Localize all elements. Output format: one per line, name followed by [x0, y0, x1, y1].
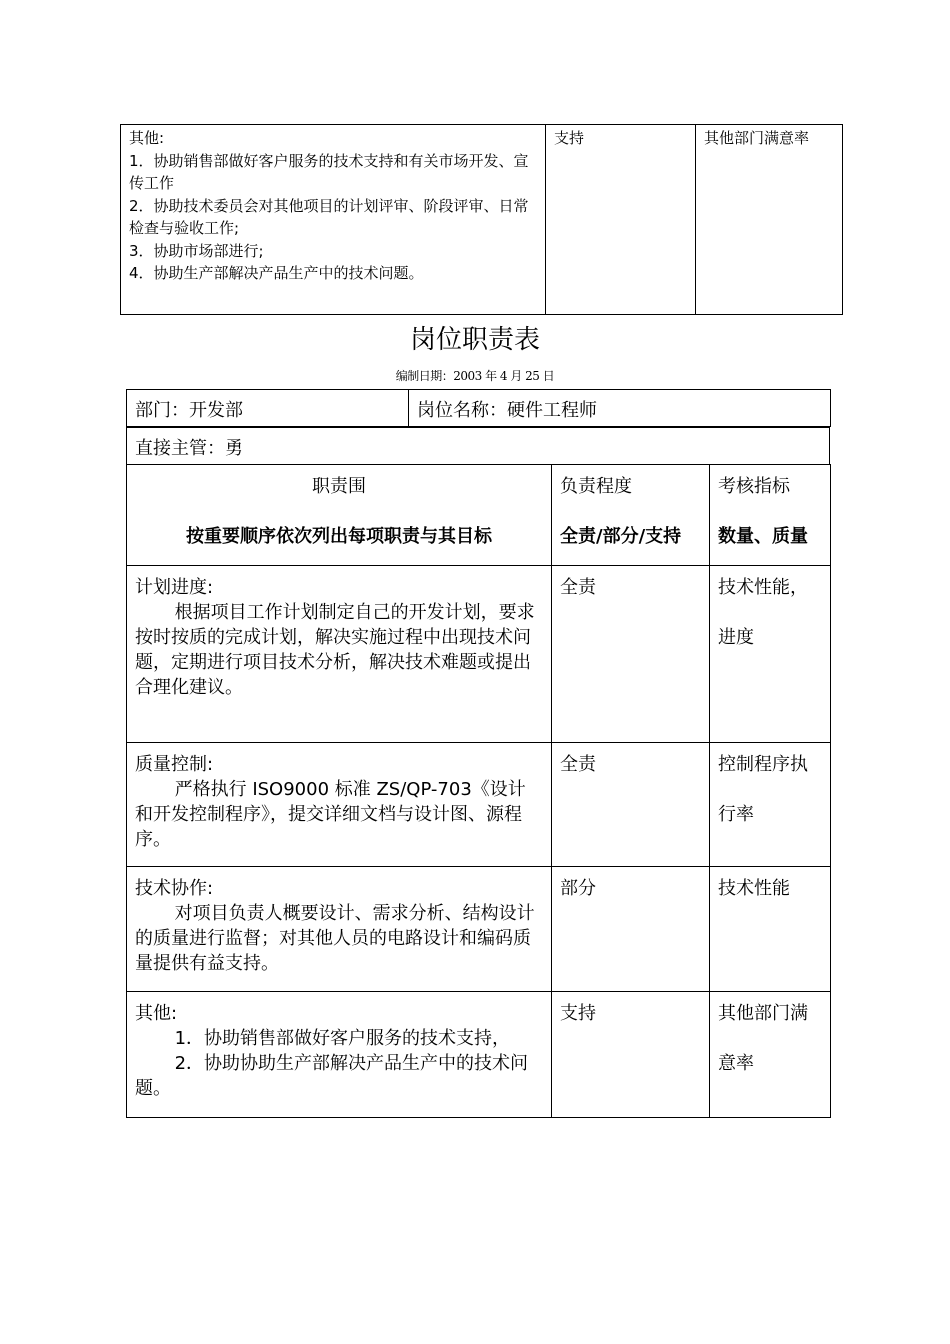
table-row [127, 992, 831, 1118]
metric-cell: 其他部门满意率 [696, 125, 843, 315]
department-cell: 部门：开发部 [127, 390, 409, 427]
header-col-metric [710, 465, 831, 566]
degree-cell: 全责 [552, 743, 710, 867]
duty-item: 3．协助市场部进行; [129, 241, 264, 260]
table-row [127, 566, 831, 743]
page-title: 岗位职责表 [409, 325, 540, 355]
header-degree-sub: 全责/部分/支持 [560, 526, 682, 547]
previous-duty-table [120, 124, 843, 315]
table-row [127, 743, 831, 867]
duty-body: 对项目负责人概要设计、需求分析、结构设计的质量进行监督；对其他人员的电路设计和编码质量提供有益支持。 [135, 903, 535, 974]
header-metric-sub: 数量、质量 [718, 526, 808, 547]
metric-text: 其他部门满意率 [718, 1003, 808, 1074]
table-row [127, 428, 830, 465]
header-metric-label: 考核指标 [718, 476, 790, 497]
header-degree-label: 负责程度 [560, 476, 632, 497]
duty-heading: 质量控制: [135, 754, 214, 775]
table-header-row [127, 465, 831, 566]
position-cell: 岗位名称：硬件工程师 [409, 390, 831, 427]
duty-heading: 技术协作: [135, 878, 214, 899]
metric-text: 控制程序执行率 [718, 754, 808, 825]
duty-heading: 其他: [129, 129, 165, 147]
date-line: 编制日期：2003 年 4 月 25 日 [395, 369, 555, 383]
duty-item: 4．协助生产部解决产品生产中的技术问题。 [129, 264, 424, 282]
degree-cell: 全责 [552, 566, 710, 743]
table-row [121, 125, 843, 315]
metric-cell: 技术性能 [710, 867, 831, 992]
degree-cell: 部分 [552, 867, 710, 992]
metric-cell [710, 566, 831, 743]
duty-table [126, 464, 831, 1118]
duty-cell [127, 566, 552, 743]
metric-cell [710, 743, 831, 867]
duty-cell [127, 992, 552, 1118]
duty-item: 2．协助技术委员会对其他项目的计划评审、阶段评审、日常检查与验收工作; [129, 196, 529, 237]
duty-body: 根据项目工作计划制定自己的开发计划，要求按时按质的完成计划，解决实施过程中出现技术问题，定期进行项目技术分析，解决技术难题或提出合理化建议。 [135, 602, 535, 698]
supervisor-table [126, 427, 830, 465]
duty-item: 2．协助协助生产部解决产品生产中的技术问题。 [135, 1053, 529, 1099]
duty-body: 严格执行 ISO9000 标准 ZS/QP-703《设计和开发控制程序》，提交详细文档与设计图、源程序。 [135, 779, 526, 850]
header-scope-label: 职责围 [312, 476, 366, 497]
duty-item: 1．协助销售部做好客户服务的技术支持， [174, 1028, 511, 1049]
degree-cell: 支持 [552, 992, 710, 1118]
degree-cell: 支持 [546, 125, 696, 315]
duty-item: 1．协助销售部做好客户服务的技术支持和有关市场开发、宣传工作 [129, 151, 529, 192]
info-table [126, 389, 831, 427]
supervisor-cell: 直接主管：勇 [127, 428, 830, 465]
table-row [127, 390, 831, 427]
header-col-scope [127, 465, 552, 566]
duty-cell [127, 743, 552, 867]
metric-cell [710, 992, 831, 1118]
table-row [127, 867, 831, 992]
metric-text: 技术性能，进度 [718, 577, 808, 648]
duty-cell [121, 125, 546, 315]
duty-heading: 其他: [135, 1003, 178, 1024]
duty-heading: 计划进度: [135, 577, 214, 598]
header-col-degree [552, 465, 710, 566]
header-scope-sub: 按重要顺序依次列出每项职责与其目标 [186, 526, 492, 547]
duty-cell [127, 867, 552, 992]
